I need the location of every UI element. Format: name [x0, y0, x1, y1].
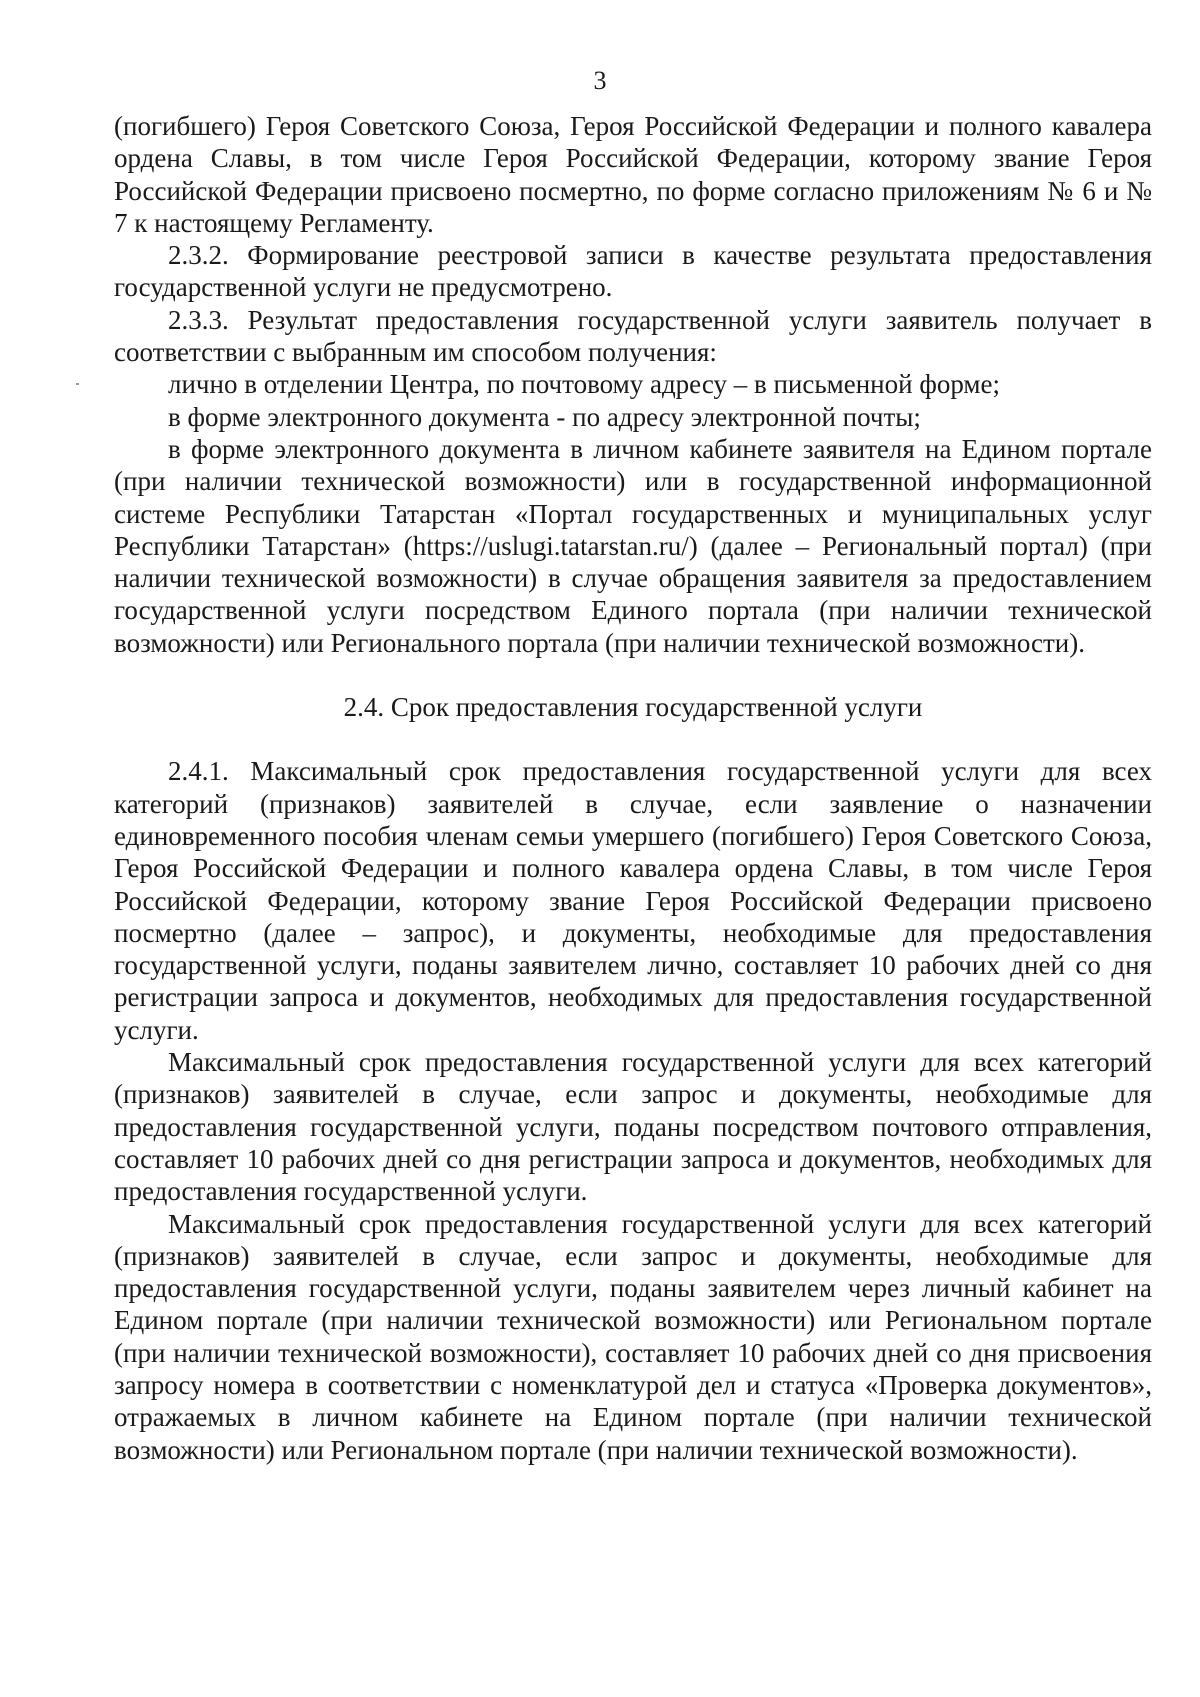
section-heading-2-4: 2.4. Срок предоставления государственной услуги: [343, 692, 923, 723]
document-body: [114, 110, 1152, 1466]
page-number: 3: [593, 66, 607, 95]
paragraph-continuation: (погибшего) Героя Советского Союза, Героя Российской Федерации и полного кавалера ордена Славы, в том числе Героя Российской Федерации, которому звание Героя Российской Федерации присвоено посмертно, по форме согласно приложениям № 6 и № 7 к настоящему Регламенту.: [114, 111, 1152, 238]
paragraph-2-3-3: 2.3.3. Результат предоставления государственной услуги заявитель получает в соответствии с выбранным им способом получения:: [114, 304, 1152, 368]
paragraph-online-term: Максимальный срок предоставления государственной услуги для всех категорий (признаков) заявителей в случае, если запрос и документы, необходимые для предоставления государственной услуги, поданы заявителем через личный кабинет на Едином портале (при наличии технической возможности) или Региональном портале (при наличии технической возможности), составляет 10 рабочих дней со дня присвоения запросу номера в соответствии с номенклатурой дел и статуса «Проверка документов», отражаемых в личном кабинете на Едином портале (при наличии технической возможности) или Региональном портале (при наличии технической возможности).: [114, 1208, 1152, 1465]
list-item-in-person: лично в отделении Центра, по почтовому адресу – в письменной форме;: [168, 369, 1000, 400]
paragraph-postal-term: Максимальный срок предоставления государственной услуги для всех категорий (признаков) заявителей в случае, если запрос и документы, необходимые для предоставления государственной услуги, поданы посредством почтового отправления, составляет 10 рабочих дней со дня регистрации запроса и документов, необходимых для предоставления государственной услуги.: [114, 1047, 1152, 1207]
paragraph-2-4-1: 2.4.1. Максимальный срок предоставления государственной услуги для всех категорий (признаков) заявителей в случае, если заявление о назначении единовременного пособия членам семьи умершего (погибшего) Героя Советского Союза, Героя Российской Федерации и полного кавалера ордена Славы, в том числе Героя Российской Федерации, которому звание Героя Российской Федерации присвоено посмертно (далее – запрос), и документы, необходимые для предоставления государственной услуги, поданы заявителем лично, составляет 10 рабочих дней со дня регистрации запроса и документов, необходимых для предоставления государственной услуги.: [114, 756, 1152, 1045]
scan-artifact: [76, 383, 79, 385]
paragraph-2-3-2: 2.3.2. Формирование реестровой записи в качестве результата предоставления государственной услуги не предусмотрено.: [114, 240, 1152, 303]
list-item-email: в форме электронного документа - по адресу электронной почты;: [168, 401, 921, 432]
list-item-portal: в форме электронного документа в личном кабинете заявителя на Едином портале (при наличии технической возможности) или в государственной информационной системе Республики Татарстан «Портал государственных и муниципальных услуг Республики Татарстан» (https://uslugi.tatarstan.ru/) (далее – Региональный портал) (при наличии технической возможности) в случае обращения заявителя за предоставлением государственной услуги посредством Единого портала (при наличии технической возможности) или Регионального портала (при наличии технической возможности).: [114, 433, 1152, 658]
